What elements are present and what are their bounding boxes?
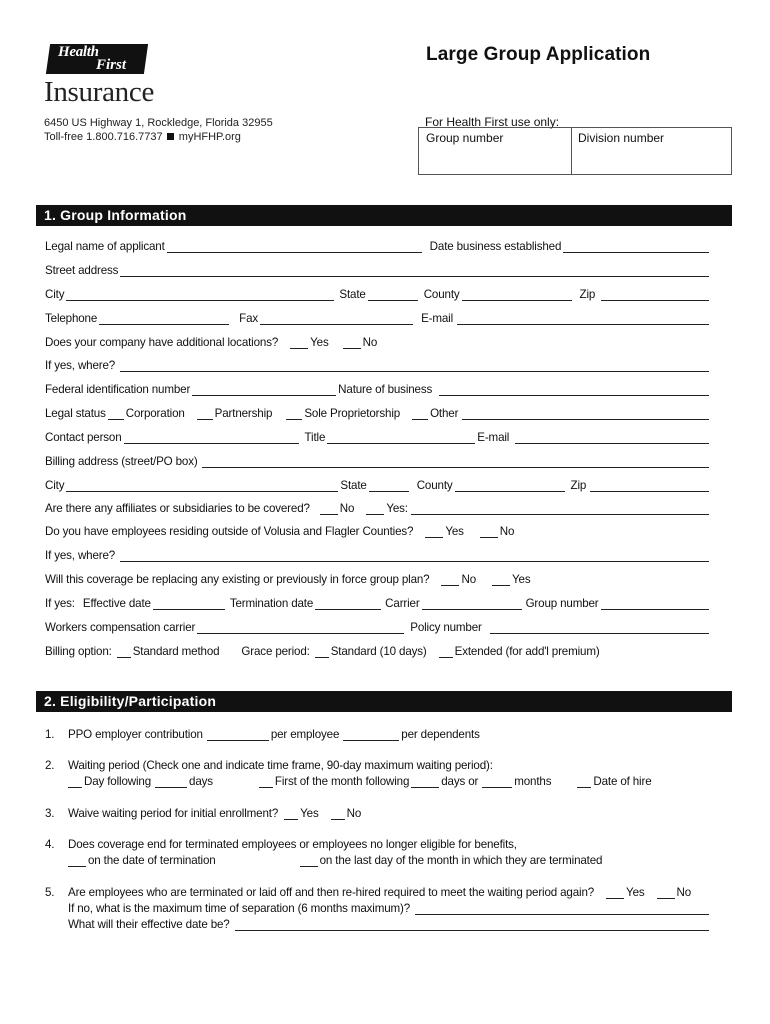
label-replacing-coverage: Will this coverage be replacing any existing or previously in force group plan? — [45, 573, 430, 586]
row-federal-id — [45, 383, 711, 396]
item-number-4: 4. — [45, 838, 55, 851]
label-state: State — [339, 288, 366, 301]
label-date-of-hire: Date of hire — [593, 775, 652, 788]
row-max-separation — [45, 902, 711, 915]
label-billing-address: Billing address (street/PO box) — [45, 455, 198, 468]
label-contact-email: E-mail — [477, 431, 510, 444]
item-number-2: 2. — [45, 759, 55, 772]
label-billing-state: State — [340, 479, 367, 492]
label-per-employee: per employee — [270, 728, 340, 741]
label-policy-number: Policy number — [410, 621, 482, 634]
grace-standard-checkbox[interactable] — [315, 646, 329, 658]
row-ppo-contribution — [45, 728, 711, 741]
additional-locations-yes-checkbox[interactable] — [290, 337, 308, 349]
city-field[interactable] — [66, 289, 334, 301]
label-contact-person: Contact person — [45, 431, 122, 444]
row-waive-waiting — [45, 807, 711, 820]
label-workers-comp: Workers compensation carrier — [45, 621, 196, 634]
label-coverage-end: Does coverage end for terminated employees or employees no longer eligible for benefits, — [68, 838, 517, 851]
row-telephone — [45, 312, 711, 325]
label-date-established: Date business established — [429, 240, 562, 253]
label-rehired: Are employees who are terminated or laid off and then re-hired required to meet the waiting period again? — [68, 886, 595, 899]
label-effective-date: Effective date — [82, 597, 151, 610]
first-of-month-months-field[interactable] — [482, 776, 512, 788]
division-number-field[interactable]: Division number — [578, 131, 665, 145]
label-carrier: Carrier — [385, 597, 420, 610]
label-date-of-termination: on the date of termination — [88, 854, 216, 867]
label-other: Other — [430, 407, 459, 420]
label-grace-period: Grace period: — [241, 645, 310, 658]
prior-effective-date-field[interactable] — [153, 598, 225, 610]
affiliates-detail-field[interactable] — [411, 503, 709, 515]
prior-termination-date-field[interactable] — [315, 598, 381, 610]
label-days-or: days or — [441, 775, 479, 788]
last-day-of-month-checkbox[interactable] — [300, 855, 318, 867]
date-of-termination-checkbox[interactable] — [68, 855, 86, 867]
label-city: City — [45, 288, 65, 301]
label-waive-yes: Yes — [300, 807, 319, 820]
per-dependents-amount-field[interactable] — [343, 729, 399, 741]
outside-counties-yes-checkbox[interactable] — [425, 526, 443, 538]
row-if-yes-where-2 — [45, 549, 711, 562]
label-federal-id: Federal identification number — [45, 383, 191, 396]
affiliates-yes-checkbox[interactable] — [366, 503, 384, 515]
label-nature-business: Nature of business — [338, 383, 433, 396]
fax-field[interactable] — [260, 313, 413, 325]
row-additional-locations — [45, 336, 711, 349]
contact-email-field[interactable] — [515, 432, 709, 444]
item-number-5: 5. — [45, 886, 55, 899]
company-contact — [44, 131, 241, 143]
billing-address-field[interactable] — [202, 456, 709, 468]
sole-proprietorship-checkbox[interactable] — [286, 408, 302, 420]
label-sole-proprietorship: Sole Proprietorship — [304, 407, 401, 420]
label-max-separation: If no, what is the maximum time of separation (6 months maximum)? — [68, 902, 411, 915]
label-replacing-yes: Yes — [512, 573, 531, 586]
label-per-dependents: per dependents — [401, 728, 480, 741]
row-city — [45, 288, 711, 301]
per-employee-amount-field[interactable] — [207, 729, 269, 741]
label-yes: Yes — [310, 336, 329, 349]
label-legal-name: Legal name of applicant — [45, 240, 165, 253]
label-standard-10-days: Standard (10 days) — [330, 645, 427, 658]
label-last-day-of-month: on the last day of the month in which they are terminated — [319, 854, 603, 867]
replacing-no-checkbox[interactable] — [441, 574, 459, 586]
state-field[interactable] — [368, 289, 418, 301]
square-bullet-icon — [167, 133, 174, 140]
row-legal-name — [45, 240, 711, 253]
county-field[interactable] — [462, 289, 572, 301]
other-legal-status-field[interactable] — [462, 408, 709, 420]
billing-county-field[interactable] — [455, 480, 565, 492]
label-billing-zip: Zip — [570, 479, 587, 492]
label-extended: Extended (for add'l premium) — [454, 645, 600, 658]
label-affiliates-no: No — [339, 502, 355, 515]
prior-carrier-field[interactable] — [422, 598, 522, 610]
date-established-field[interactable] — [563, 241, 709, 253]
label-billing-county: County — [416, 479, 453, 492]
street-address-field[interactable] — [120, 265, 709, 277]
label-if-yes: If yes: — [45, 597, 75, 610]
contact-person-field[interactable] — [124, 432, 299, 444]
label-months: months — [514, 775, 552, 788]
label-waive-no: No — [346, 807, 362, 820]
row-waiting-period-options — [45, 775, 711, 788]
logo-text-insurance: Insurance — [44, 76, 155, 108]
office-box-divider — [571, 128, 572, 174]
zip-field[interactable] — [601, 289, 709, 301]
row-rehire-effective-date — [45, 918, 711, 931]
label-telephone: Telephone — [45, 312, 98, 325]
email-field[interactable] — [457, 313, 709, 325]
page-title: Large Group Application — [426, 44, 651, 65]
outside-counties-where-field[interactable] — [120, 550, 709, 562]
logo-text-first: First — [96, 57, 127, 73]
label-billing-city: City — [45, 479, 65, 492]
label-standard-method: Standard method — [132, 645, 220, 658]
label-street-address: Street address — [45, 264, 119, 277]
row-billing-city — [45, 479, 711, 492]
waive-yes-checkbox[interactable] — [284, 808, 298, 820]
label-termination-date: Termination date — [229, 597, 314, 610]
other-checkbox[interactable] — [412, 408, 428, 420]
label-fax: Fax — [239, 312, 259, 325]
legal-name-field[interactable] — [167, 241, 422, 253]
workers-comp-field[interactable] — [197, 622, 404, 634]
replacing-yes-checkbox[interactable] — [492, 574, 510, 586]
website: myHFHP.org — [178, 131, 241, 143]
row-affiliates — [45, 502, 711, 515]
label-rehired-no: No — [676, 886, 692, 899]
day-following-checkbox[interactable] — [68, 776, 82, 788]
prior-group-number-field[interactable] — [601, 598, 709, 610]
label-days: days — [189, 775, 213, 788]
row-rehired — [45, 886, 711, 899]
rehired-no-checkbox[interactable] — [657, 887, 675, 899]
additional-locations-no-checkbox[interactable] — [343, 337, 361, 349]
partnership-checkbox[interactable] — [197, 408, 213, 420]
max-separation-field[interactable] — [415, 903, 709, 915]
label-billing-option: Billing option: — [45, 645, 112, 658]
row-workers-comp — [45, 621, 711, 634]
label-first-of-month: First of the month following — [274, 775, 410, 788]
office-use-box — [418, 127, 732, 175]
grace-extended-checkbox[interactable] — [439, 646, 453, 658]
federal-id-field[interactable] — [192, 384, 336, 396]
label-prior-group-number: Group number — [525, 597, 599, 610]
label-email: E-mail — [421, 312, 454, 325]
section-header-group-information: 1. Group Information — [36, 205, 732, 226]
item-number-1: 1. — [45, 728, 55, 741]
standard-method-checkbox[interactable] — [117, 646, 131, 658]
label-rehired-yes: Yes — [626, 886, 645, 899]
label-additional-locations: Does your company have additional locations? — [45, 336, 279, 349]
company-address: 6450 US Highway 1, Rockledge, Florida 32955 — [44, 117, 273, 129]
row-coverage-end — [45, 838, 711, 851]
billing-zip-field[interactable] — [590, 480, 709, 492]
day-following-days-field[interactable] — [155, 776, 187, 788]
waive-no-checkbox[interactable] — [331, 808, 345, 820]
rehired-yes-checkbox[interactable] — [606, 887, 624, 899]
row-street-address — [45, 264, 711, 277]
label-outside-no: No — [499, 525, 515, 538]
label-outside-yes: Yes — [445, 525, 464, 538]
label-replacing-no: No — [461, 573, 477, 586]
first-of-month-checkbox[interactable] — [259, 776, 273, 788]
row-billing-address — [45, 455, 711, 468]
corporation-checkbox[interactable] — [108, 408, 124, 420]
logo-text-health: Health — [58, 44, 99, 60]
date-of-hire-checkbox[interactable] — [577, 776, 591, 788]
office-use-label: For Health First use only: — [425, 115, 560, 129]
first-of-month-days-field[interactable] — [411, 776, 439, 788]
billing-city-field[interactable] — [66, 480, 338, 492]
label-title: Title — [304, 431, 326, 444]
label-waive-waiting: Waive waiting period for initial enrollment? — [68, 807, 279, 820]
label-county: County — [423, 288, 460, 301]
row-billing-option — [45, 645, 711, 658]
row-contact-person — [45, 431, 711, 444]
label-zip: Zip — [579, 288, 596, 301]
label-affiliates-yes: Yes: — [386, 502, 408, 515]
contact-title-field[interactable] — [327, 432, 475, 444]
row-replacing-coverage — [45, 573, 711, 586]
row-if-yes-where-1 — [45, 359, 711, 372]
label-affiliates: Are there any affiliates or subsidiaries to be covered? — [45, 502, 310, 515]
label-if-yes-where-2: If yes, where? — [45, 549, 116, 562]
label-outside-counties: Do you have employees residing outside of Volusia and Flagler Counties? — [45, 525, 414, 538]
affiliates-no-checkbox[interactable] — [320, 503, 338, 515]
label-legal-status: Legal status — [45, 407, 106, 420]
row-waiting-period — [45, 759, 711, 772]
outside-counties-no-checkbox[interactable] — [480, 526, 498, 538]
item-number-3: 3. — [45, 807, 55, 820]
label-rehire-effective-date: What will their effective date be? — [68, 918, 230, 931]
label-day-following: Day following — [84, 775, 152, 788]
rehire-effective-date-field[interactable] — [235, 919, 709, 931]
label-if-yes-where: If yes, where? — [45, 359, 116, 372]
section-header-eligibility: 2. Eligibility/Participation — [36, 691, 732, 712]
row-outside-counties — [45, 525, 711, 538]
policy-number-field[interactable] — [490, 622, 709, 634]
billing-state-field[interactable] — [369, 480, 409, 492]
label-partnership: Partnership — [214, 407, 273, 420]
label-no: No — [362, 336, 378, 349]
row-coverage-end-options — [45, 854, 711, 867]
row-prior-coverage — [45, 597, 711, 610]
group-number-field[interactable]: Group number — [426, 131, 504, 145]
nature-business-field[interactable] — [439, 384, 709, 396]
label-waiting-period: Waiting period (Check one and indicate time frame, 90-day maximum waiting period): — [68, 759, 493, 772]
additional-locations-where-field[interactable] — [120, 360, 709, 372]
telephone-field[interactable] — [99, 313, 229, 325]
label-ppo-contribution: PPO employer contribution — [68, 728, 203, 741]
row-legal-status — [45, 407, 711, 420]
tollfree-number: Toll-free 1.800.716.7737 — [44, 131, 163, 143]
label-corporation: Corporation — [125, 407, 185, 420]
